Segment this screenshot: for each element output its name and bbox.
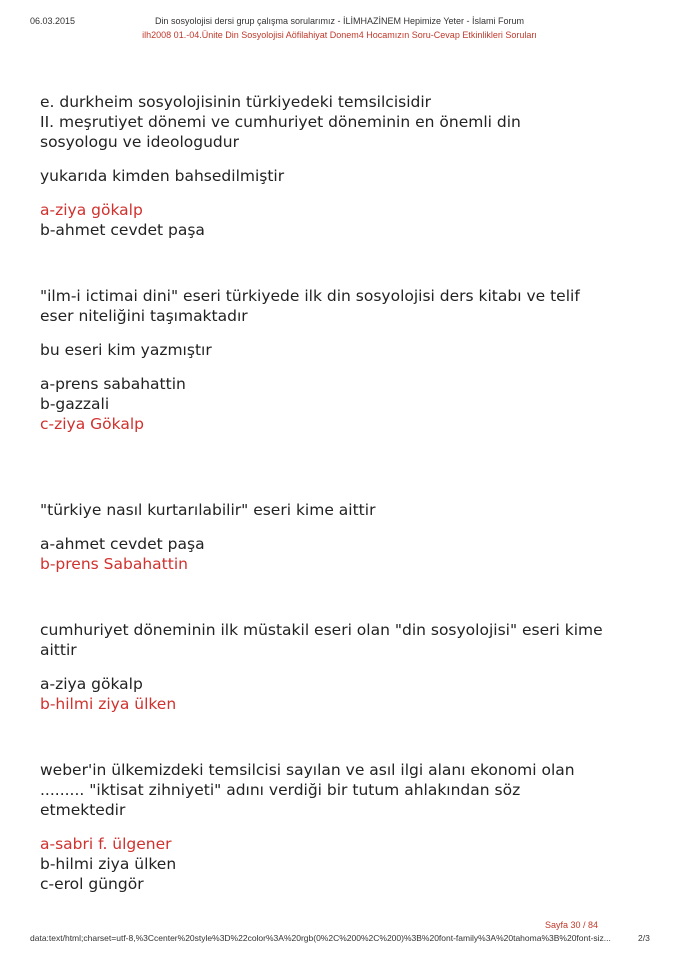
question-text: bu eseri kim yazmıştır — [40, 341, 212, 359]
question-text: cumhuriyet döneminin ilk müstakil eseri olan "din sosyolojisi" eseri kime — [40, 621, 603, 639]
source-url: data:text/html;charset=utf-8,%3Ccenter%20style%3D%22color%3A%20rgb(0%2C%200%2C%200)%3B%20font-family%3A%20tahoma%3B%20font-siz... — [30, 933, 611, 943]
question-text: ......... "iktisat zihniyeti" adını verdiği bir tutum ahlakından söz — [40, 781, 521, 799]
question-text: "türkiye nasıl kurtarılabilir" eseri kime aittir — [40, 501, 376, 519]
answer-option: a-prens sabahattin — [40, 375, 186, 393]
answer-option: b-ahmet cevdet paşa — [40, 221, 205, 239]
page-subtitle: ilh2008 01.-04.Ünite Din Sosyolojisi Aöfilahiyat Donem4 Hocamızın Soru-Cevap Etkinlikleri Soruları — [142, 30, 537, 40]
print-date: 06.03.2015 — [30, 16, 76, 26]
question-text: weber'in ülkemizdeki temsilcisi sayılan ve asıl ilgi alanı ekonomi olan — [40, 761, 575, 779]
answer-option: b-hilmi ziya ülken — [40, 855, 177, 873]
forum-post-content — [40, 92, 640, 894]
correct-answer: a-ziya gökalp — [40, 201, 143, 219]
intro-line: II. meşrutiyet dönemi ve cumhuriyet döneminin en önemli din — [40, 113, 521, 131]
answer-option: b-gazzali — [40, 395, 110, 413]
correct-answer: b-hilmi ziya ülken — [40, 695, 177, 713]
print-page-count: 2/3 — [638, 933, 650, 943]
answer-option: a-ziya gökalp — [40, 675, 143, 693]
page-title: Din sosyolojisi dersi grup çalışma sorularımız - İLİMHAZİNEM Hepimize Yeter - İslami Forum — [154, 16, 525, 26]
correct-answer: c-ziya Gökalp — [40, 415, 144, 433]
intro-line: e. durkheim sosyolojisinin türkiyedeki temsilcisidir — [40, 93, 432, 111]
intro-line: sosyologu ve ideologudur — [40, 133, 239, 151]
answer-option: a-ahmet cevdet paşa — [40, 535, 205, 553]
correct-answer: b-prens Sabahattin — [40, 555, 188, 573]
page-number: Sayfa 30 / 84 — [545, 920, 599, 930]
question-statement: eser niteliğini taşımaktadır — [40, 307, 248, 325]
correct-answer: a-sabri f. ülgener — [40, 835, 172, 853]
question-text: yukarıda kimden bahsedilmiştir — [40, 167, 285, 185]
intro-block — [40, 92, 640, 152]
question-text: aittir — [40, 641, 77, 659]
question-text: etmektedir — [40, 801, 126, 819]
question-statement: "ilm-i ictimai dini" eseri türkiyede ilk din sosyolojisi ders kitabı ve telif — [40, 287, 580, 305]
answer-option: c-erol güngör — [40, 875, 144, 893]
